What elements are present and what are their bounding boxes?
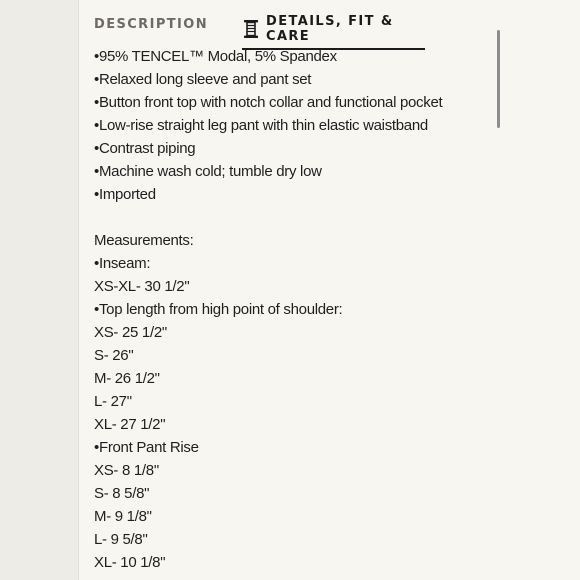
tab-details-label: DETAILS, FIT & CARE xyxy=(266,14,394,44)
top-length-value: M- 26 1/2" xyxy=(94,370,160,387)
spacer xyxy=(94,206,494,229)
tab-description[interactable]: DESCRIPTION xyxy=(94,17,208,32)
inseam-value: XS-XL- 30 1/2" xyxy=(94,278,190,295)
top-length-value: XL- 27 1/2" xyxy=(94,416,166,433)
feature-item: •Contrast piping xyxy=(94,140,196,157)
feature-item: •Machine wash cold; tumble dry low xyxy=(94,163,322,180)
front-rise-value: S- 8 5/8" xyxy=(94,485,150,502)
feature-item: •95% TENCEL™ Modal, 5% Spandex xyxy=(94,48,337,65)
product-details-panel xyxy=(79,0,580,580)
top-length-value: L- 27" xyxy=(94,393,132,410)
spool-icon xyxy=(242,19,260,39)
measurements-heading: Measurements: xyxy=(94,232,194,249)
front-rise-label: •Front Pant Rise xyxy=(94,439,199,456)
front-rise-value: M- 9 1/8" xyxy=(94,508,152,525)
feature-item: •Relaxed long sleeve and pant set xyxy=(94,71,312,88)
top-length-label: •Top length from high point of shoulder: xyxy=(94,301,343,318)
front-rise-value: XL- 10 1/8" xyxy=(94,554,166,571)
top-length-value: XS- 25 1/2" xyxy=(94,324,167,341)
top-length-value: S- 26" xyxy=(94,347,134,364)
details-content xyxy=(94,45,494,574)
inseam-label: •Inseam: xyxy=(94,255,151,272)
left-background-strip xyxy=(0,0,79,580)
front-rise-value: L- 9 5/8" xyxy=(94,531,148,548)
feature-item: •Low-rise straight leg pant with thin elastic waistband xyxy=(94,117,428,134)
tab-bar xyxy=(94,14,514,44)
feature-item: •Button front top with notch collar and functional pocket xyxy=(94,94,443,111)
feature-item: •Imported xyxy=(94,186,156,203)
front-rise-value: XS- 8 1/8" xyxy=(94,462,159,479)
scrollbar-thumb[interactable] xyxy=(497,30,500,128)
